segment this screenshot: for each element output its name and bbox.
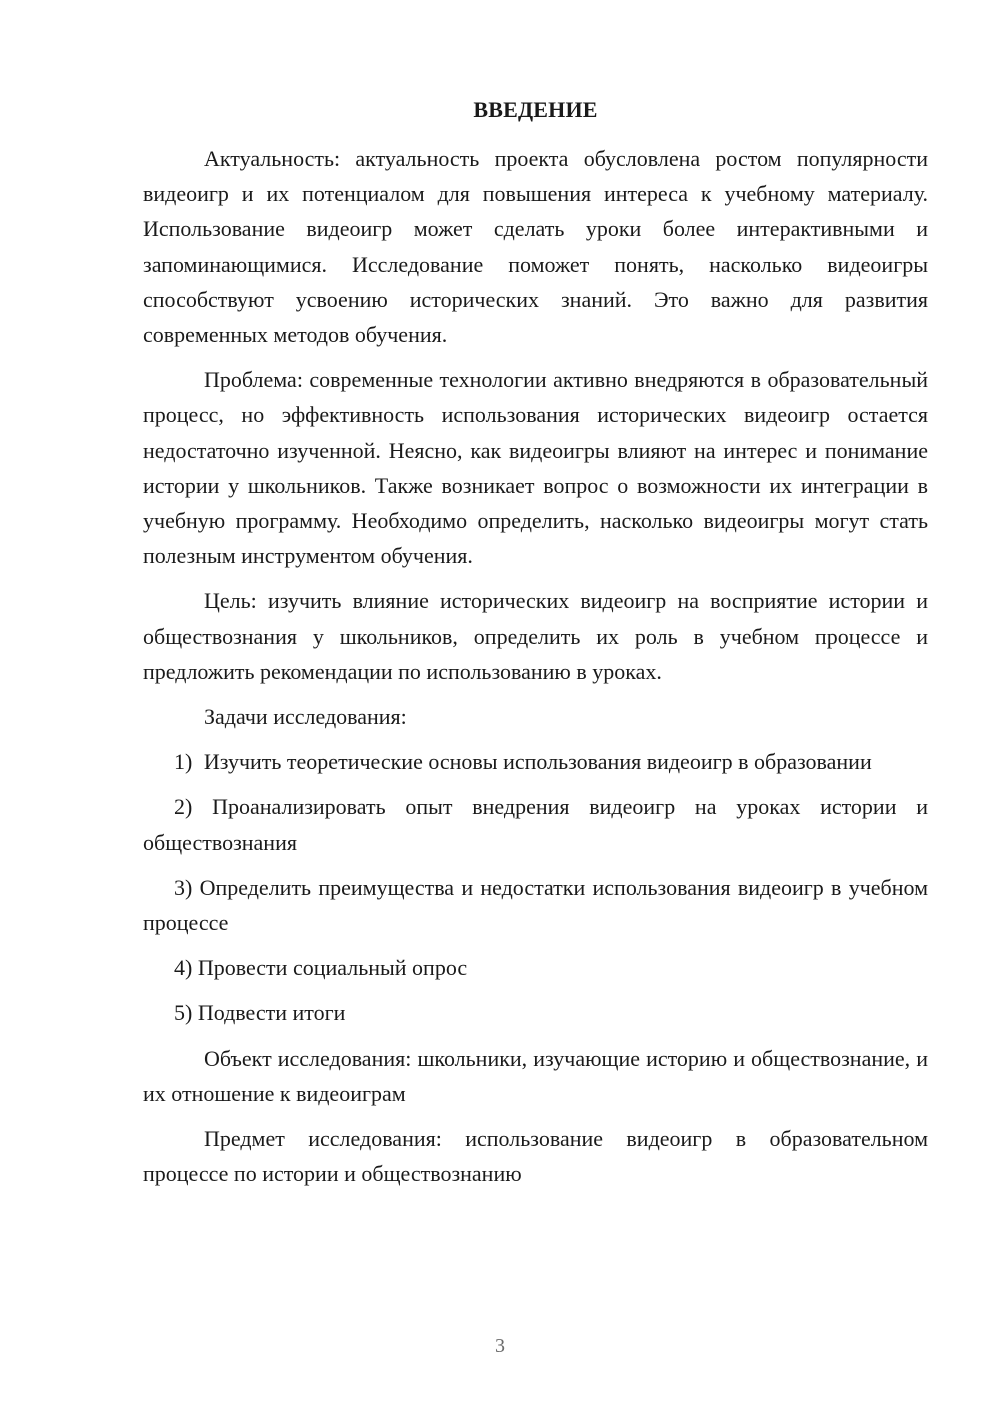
- task-number: 4): [174, 955, 193, 981]
- paragraph-text: изучить влияние исторических видеоигр на восприятие истории и обществознания у школьников, определить их роль в учебном процессе и предложить рекомендации по использованию в уроках.: [143, 588, 929, 684]
- task-number: 1): [174, 749, 193, 775]
- task-text: Провести социальный опрос: [197, 955, 468, 981]
- task-text: Подвести итоги: [197, 1000, 346, 1026]
- paragraph-text: актуальность проекта обусловлена ростом популярности видеоигр и их потенциалом для повышения интереса к учебному материалу. Использование видеоигр может сделать уроки более интерактивными и запоминающимися. Исследование поможет понять, насколько видеоигры способствуют усвоению исторических знаний. Это важно для развития современных методов обучения.: [143, 146, 928, 348]
- task-item: [143, 950, 928, 985]
- paragraph-label: Актуальность:: [204, 146, 341, 171]
- paragraph-problem: [143, 362, 928, 573]
- paragraph-text: современные технологии активно внедряются в образовательный процесс, но эффективность использования исторических видеоигр остается недостаточно изученной. Неясно, как видеоигры влияют на интерес и понимание истории у школьников. Также возникает вопрос о возможности их интеграции в учебную программу. Необходимо определить, насколько видеоигры могут стать полезным инструментом обучения.: [143, 367, 929, 569]
- task-item: [143, 995, 928, 1030]
- page-number: 3: [495, 1335, 505, 1357]
- paragraph-text: использование видеоигр в образовательном процессе по истории и обществознанию: [143, 1126, 928, 1187]
- task-number: 5): [174, 1000, 193, 1026]
- paragraph-label: Задачи исследования:: [204, 704, 407, 730]
- paragraph-label: Проблема:: [204, 367, 303, 393]
- page-title: ВВЕДЕНИЕ: [473, 97, 598, 122]
- paragraph-label: Объект исследования:: [204, 1045, 412, 1071]
- task-item: [143, 870, 928, 940]
- paragraph-label: Цель:: [204, 588, 257, 614]
- task-number: 3): [174, 874, 193, 900]
- task-item: [143, 789, 928, 859]
- paragraph-text: школьники, изучающие историю и обществознание, и их отношение к видеоиграм: [143, 1045, 929, 1106]
- paragraph-tasks-heading: [143, 699, 928, 734]
- task-number: 2): [174, 794, 193, 820]
- page-content: [143, 96, 928, 1191]
- paragraph-subject: [143, 1121, 928, 1191]
- task-text: Проанализировать опыт внедрения видеоигр на уроках истории и обществознания: [143, 794, 928, 855]
- task-item: [143, 744, 928, 779]
- task-text: Изучить теоретические основы использования видеоигр в образовании: [203, 749, 872, 775]
- task-text: Определить преимущества и недостатки использования видеоигр в учебном процессе: [143, 874, 928, 936]
- paragraph-object: [143, 1041, 928, 1111]
- paragraph-relevance: [143, 141, 928, 352]
- paragraph-label: Предмет исследования:: [204, 1126, 442, 1152]
- paragraph-goal: [143, 583, 928, 689]
